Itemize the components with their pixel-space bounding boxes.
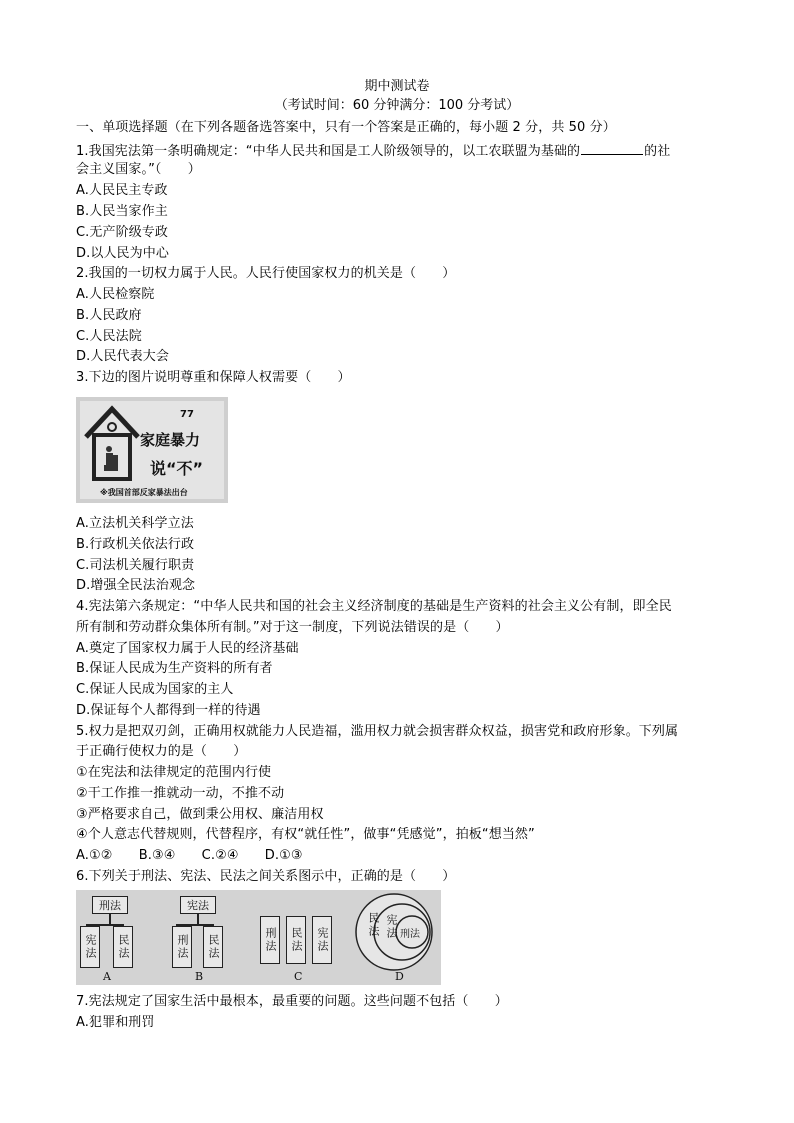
question-1-stem-before-blank: 1.我国宪法第一条明确规定：“中华人民共和国是工人阶级领导的，以工农联盟为基础的 bbox=[76, 144, 581, 159]
diagram-d-label: D bbox=[395, 970, 404, 983]
diagram-c-box-3: 宪法 bbox=[312, 916, 332, 964]
question-5-item-4: ④个人意志代替规则，代替程序，有权“就任性”，做事“凭感觉”，拍板“想当然” bbox=[76, 827, 535, 842]
question-4-option-b: B.保证人民成为生产资料的所有者 bbox=[76, 661, 273, 676]
question-7-option-a: A.犯罪和刑罚 bbox=[76, 1015, 155, 1030]
diagram-a-right-box: 民法 bbox=[113, 926, 133, 968]
diagram-c-box-2: 民法 bbox=[286, 916, 306, 964]
question-3-stem: 3.下边的图片说明尊重和保障人权需要（ ） bbox=[76, 370, 351, 385]
question-1-stem-after-blank: 的社 bbox=[644, 144, 671, 159]
question-5-stem-line-1: 5.权力是把双刃剑，正确用权就能力人民造福，滥用权力就会损害群众权益，损害党和政府形象。下列属 bbox=[76, 724, 679, 739]
question-1-option-a: A.人民民主专政 bbox=[76, 183, 168, 198]
poster-corner-mark: 77 bbox=[180, 409, 194, 420]
question-1-option-b: B.人民当家作主 bbox=[76, 204, 168, 219]
poster-headline: 家庭暴力 bbox=[140, 431, 201, 449]
question-1-stem-line-2: 会主义国家。”（ ） bbox=[76, 162, 201, 177]
diagram-d-outer-label: 民法 bbox=[367, 912, 380, 938]
question-3-option-b: B.行政机关依法行政 bbox=[76, 537, 195, 552]
diagram-b-left-box: 刑法 bbox=[172, 926, 192, 968]
diagram-c-box-1: 刑法 bbox=[260, 916, 280, 964]
diagram-a-left-box: 宪法 bbox=[80, 926, 100, 968]
question-3-option-c: C.司法机关履行职责 bbox=[76, 558, 195, 573]
question-2-option-b: B.人民政府 bbox=[76, 308, 142, 323]
question-4-stem-line-2: 所有制和劳动群众集体所有制。”对于这一制度，下列说法错误的是（ ） bbox=[76, 620, 509, 635]
diagram-b-label: B bbox=[195, 970, 204, 983]
domestic-violence-poster-image bbox=[76, 397, 228, 503]
question-6-stem: 6.下列关于刑法、宪法、民法之间关系图示中，正确的是（ ） bbox=[76, 869, 456, 884]
diagram-d-inner-label: 刑法 bbox=[400, 929, 420, 940]
question-5-item-2: ②干工作推一推就动一动，不推不动 bbox=[76, 786, 285, 801]
question-4-option-a: A.奠定了国家权力属于人民的经济基础 bbox=[76, 641, 299, 656]
poster-background bbox=[80, 401, 224, 499]
poster-say-no: 说“不” bbox=[150, 459, 204, 478]
diagram-b-top-box: 宪法 bbox=[180, 896, 216, 914]
diagram-a-label: A bbox=[103, 970, 111, 983]
poster-caption: ※我国首部反家暴法出台 bbox=[100, 488, 188, 497]
question-1-stem-line-1 bbox=[76, 143, 670, 160]
question-2-option-a: A.人民检察院 bbox=[76, 287, 155, 302]
question-5-item-1: ①在宪法和法律规定的范围内行使 bbox=[76, 765, 272, 780]
exam-subtitle: （考试时间：60 分钟满分：100 分考试） bbox=[274, 98, 520, 113]
question-5-stem-line-2: 于正确行使权力的是（ ） bbox=[76, 744, 247, 759]
section-heading: 一、单项选择题（在下列各题备选答案中，只有一个答案是正确的，每小题 2 分，共 50 分） bbox=[76, 120, 616, 135]
exam-title: 期中测试卷 bbox=[364, 79, 430, 94]
question-7-stem: 7.宪法规定了国家生活中最根本，最重要的问题。这些问题不包括（ ） bbox=[76, 994, 508, 1009]
diagram-c-label: C bbox=[294, 970, 303, 983]
question-2-stem: 2.我国的一切权力属于人民。人民行使国家权力的机关是（ ） bbox=[76, 266, 456, 281]
question-5-item-3: ③严格要求自己，做到秉公用权、廉洁用权 bbox=[76, 807, 324, 822]
diagram-a-connector bbox=[109, 914, 111, 924]
question-4-stem-line-1: 4.宪法第六条规定：“中华人民共和国的社会主义经济制度的基础是生产资料的社会主义公有制，即全民 bbox=[76, 599, 672, 614]
question-4-option-d: D.保证每个人都得到一样的待遇 bbox=[76, 703, 261, 718]
answer-blank bbox=[581, 143, 643, 155]
question-4-option-c: C.保证人民成为国家的主人 bbox=[76, 682, 234, 697]
house-icon bbox=[82, 403, 142, 483]
diagram-b-right-box: 民法 bbox=[203, 926, 223, 968]
question-1-option-d: D.以人民为中心 bbox=[76, 246, 169, 261]
question-2-option-d: D.人民代表大会 bbox=[76, 349, 169, 364]
law-relationship-diagram bbox=[76, 890, 441, 985]
diagram-d-middle-label: 宪法 bbox=[385, 914, 398, 940]
question-2-option-c: C.人民法院 bbox=[76, 329, 142, 344]
question-1-option-c: C.无产阶级专政 bbox=[76, 225, 169, 240]
question-3-option-d: D.增强全民法治观念 bbox=[76, 578, 196, 593]
question-5-options: A.①② B.③④ C.②④ D.①③ bbox=[76, 848, 303, 863]
diagram-a-top-box: 刑法 bbox=[92, 896, 128, 914]
diagram-b-connector bbox=[197, 914, 199, 924]
question-3-option-a: A.立法机关科学立法 bbox=[76, 516, 194, 531]
